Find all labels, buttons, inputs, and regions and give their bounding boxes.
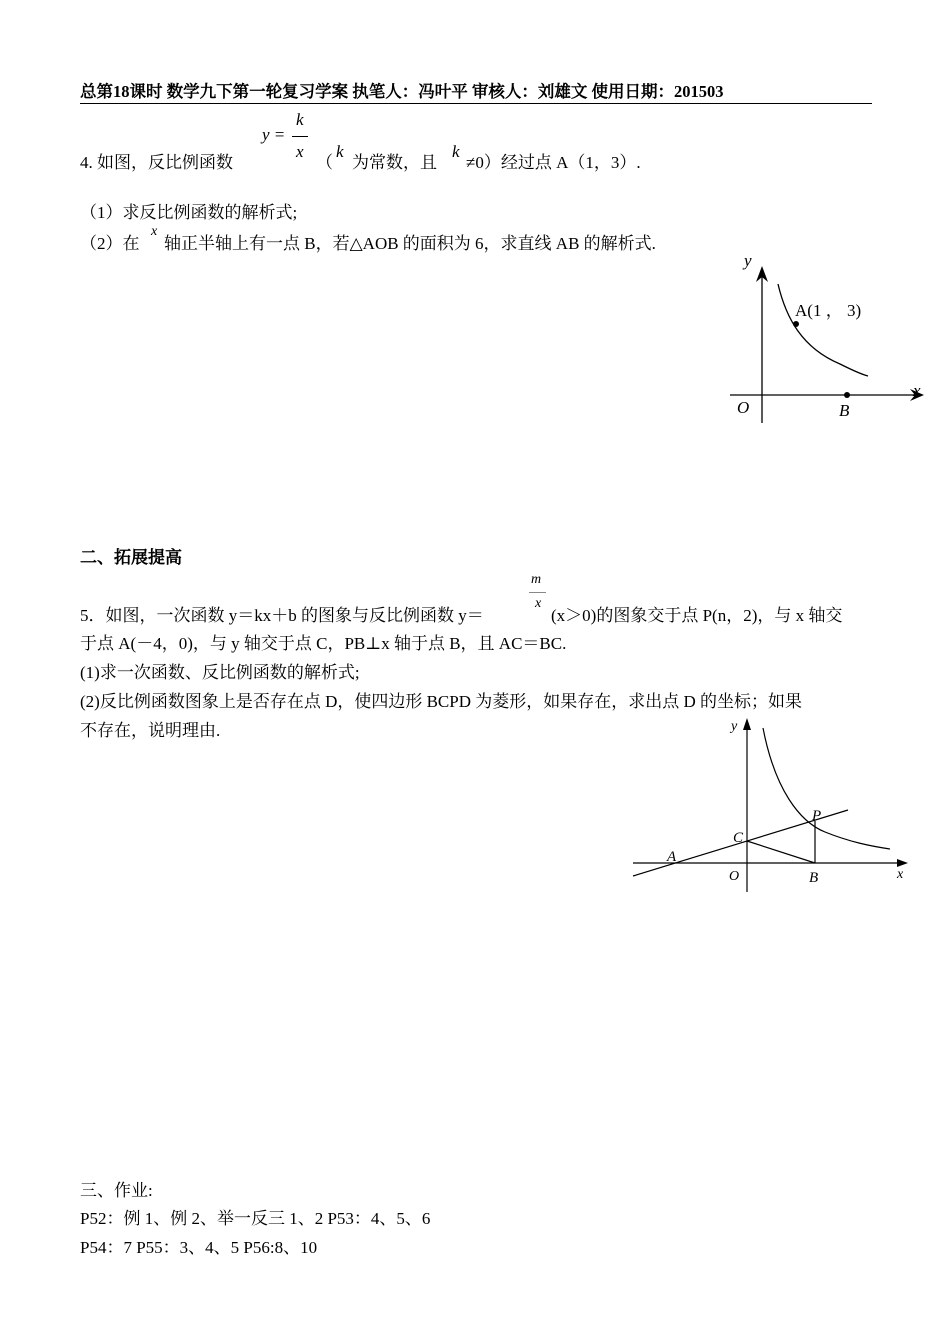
- formula-numerator: k: [296, 110, 304, 129]
- point-p-label: P: [812, 808, 822, 824]
- q5-line3: (1)求一次函数、反比例函数的解析式;: [80, 663, 360, 682]
- x-axis-arrow: [897, 859, 908, 867]
- homework-line-1: P52：例 1、例 2、举一反三 1、2 P53：4、5、6: [80, 1209, 431, 1228]
- q4-sub2-x: x: [151, 224, 158, 239]
- q4-k1: k: [336, 142, 344, 161]
- fraction-bar: [292, 136, 308, 137]
- point-b: [844, 392, 850, 398]
- x-axis-label: x: [897, 867, 904, 882]
- q5-frac-num: m: [531, 572, 542, 587]
- section-2-title: 二、拓展提高: [80, 548, 182, 567]
- y-axis-arrow: [743, 718, 751, 730]
- q5-fraction-bar: [529, 592, 546, 593]
- q4-k2: k: [452, 142, 460, 161]
- origin-label: O: [729, 869, 740, 884]
- segment-bc: [747, 841, 815, 863]
- q5-line1-a: 5．如图，一次函数 y＝kx＋b 的图象与反比例函数 y＝: [80, 606, 484, 625]
- hyperbola-curve: [778, 284, 868, 376]
- point-c-label: C: [733, 830, 744, 846]
- homework-line-2: P54：7 P55：3、4、5 P56:8、10: [80, 1238, 318, 1257]
- q4-sub2-b: 轴正半轴上有一点 B，若△AOB 的面积为 6，求直线 AB 的解析式.: [164, 234, 656, 253]
- point-b-label: B: [839, 401, 850, 420]
- q5-frac-den: x: [535, 596, 542, 611]
- q5-line2: 于点 A(－4，0)，与 y 轴交于点 C，PB⊥x 轴于点 B，且 AC＝BC.: [80, 634, 567, 653]
- point-a-label: A: [667, 849, 677, 865]
- q4-prefix: 4. 如图，反比例函数: [80, 153, 233, 172]
- point-a: [793, 321, 799, 327]
- point-a-label: A(1 ， 3): [795, 301, 862, 320]
- origin-label: O: [737, 398, 750, 417]
- q5-line4: (2)反比例函数图象上是否存在点 D，使四边形 BCPD 为菱形，如果存在，求出点 D 的坐标；如果: [80, 692, 803, 711]
- section-3-title: 三、作业:: [80, 1181, 153, 1200]
- q5-line1-b: (x＞0)的图象交于点 P(n，2)，与 x 轴交: [551, 606, 843, 625]
- q4-paren: （: [316, 153, 333, 172]
- point-b-label: B: [809, 870, 819, 886]
- x-axis-label: x: [913, 381, 921, 400]
- q4-figure: [720, 248, 930, 428]
- page-header: 总第18课时 数学九下第一轮复习学案 执笔人：冯叶平 审核人：刘雄文 使用日期：201503: [80, 78, 872, 104]
- formula-denominator: x: [296, 142, 304, 161]
- q4-sub2-a: （2）在: [80, 234, 140, 253]
- y-axis-label: y: [731, 719, 738, 734]
- y-axis-label: y: [744, 251, 752, 270]
- q5-line5: 不存在，说明理由.: [80, 721, 221, 740]
- q4-tail: ≠0）经过点 A（1，3）.: [466, 153, 641, 172]
- q4-mid: 为常数，且: [352, 153, 437, 172]
- formula-lhs: y =: [262, 125, 286, 144]
- q4-sub1: （1）求反比例函数的解析式;: [80, 203, 298, 222]
- q5-figure: [625, 710, 925, 900]
